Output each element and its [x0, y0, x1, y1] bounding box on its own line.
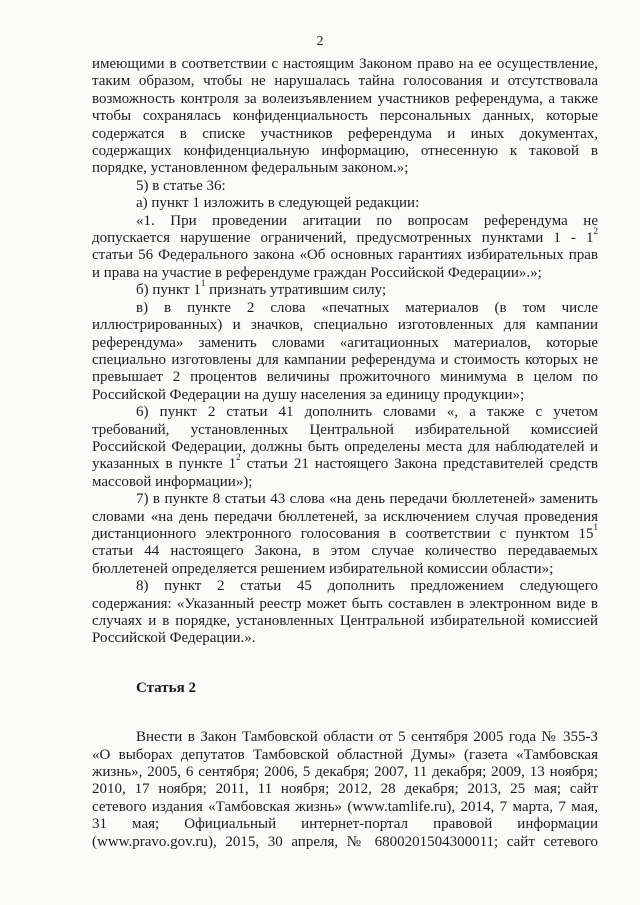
- text-line: жизнь», 2005, 6 сентября; 2006, 5 декабря; 2007, 11 декабря; 2009, 13 ноября;: [92, 764, 598, 781]
- text-line: сетевого издания «Тамбовская жизнь» (www.tamlife.ru), 2014, 7 марта, 7 мая,: [92, 798, 598, 815]
- superscript: 2: [593, 226, 598, 237]
- text-line: 8) пункт 2 статьи 45 дополнить предложением следующего: [136, 578, 598, 595]
- text-line: [92, 452, 599, 473]
- text-line: [92, 226, 598, 247]
- text-line: массовой информации»);: [92, 473, 253, 490]
- text-line: «О выборах депутатов Тамбовской областной Думы» (газета «Тамбовская: [92, 746, 598, 763]
- superscript: 2: [236, 452, 241, 463]
- item-6: [92, 404, 598, 491]
- text-line: таким образом, чтобы не нарушалась тайна голосования и отсутствовала: [92, 73, 598, 90]
- text-line: статьи 44 настоящего Закона, в этом случае количество передаваемых: [92, 543, 598, 560]
- text-fragment: признать утратившим силу;: [205, 282, 387, 299]
- text-line: Российской Федерации.».: [92, 630, 256, 647]
- text-line: требований, установленных Центральной избирательной комиссией: [92, 421, 598, 438]
- paragraph-continuation: [92, 56, 598, 178]
- text-line: превышает 2 процентов величины прожиточного минимума в целом по: [92, 369, 598, 386]
- text-line: чтобы сохранялась конфиденциальность персональных данных, которые: [92, 108, 598, 125]
- text-line: 2010, 17 ноября; 2011, 11 ноября; 2012, 28 декабря; 2013, 25 мая; сайт: [92, 781, 598, 798]
- text-fragment: указанных в пункте 1: [92, 456, 237, 473]
- text-line: содержания: «Указанный реестр может быть составлен в электронном виде в: [92, 595, 598, 612]
- text-fragment: допускается нарушение ограничений, предусмотренных пунктами 1 - 1: [92, 230, 594, 247]
- text-line: возможность контроля за волеизъявлением участников референдума, а также: [92, 90, 598, 107]
- text-line: [92, 521, 598, 543]
- item-8: [92, 578, 598, 648]
- item-5b: [92, 278, 598, 299]
- text-line: словами «на день передачи бюллетеней, за исключением случая проведения: [92, 508, 598, 525]
- text-line: в) в пункте 2 слова «печатных материалов (в том числе: [136, 299, 598, 316]
- document-body: [92, 56, 598, 851]
- text-line: бюллетеней определяется решением избирательной комиссии области»;: [92, 560, 554, 577]
- text-line: 31 мая; Официальный интернет-портал правовой информации: [92, 816, 598, 833]
- text-line: порядке, установленном федеральным законом.»;: [92, 160, 409, 177]
- item-5v: [92, 300, 598, 404]
- text-line: 6) пункт 2 статьи 41 дополнить словами «, а также с учетом: [136, 404, 598, 421]
- superscript: 1: [593, 521, 598, 532]
- text-line: содержатся в списке участников референдума и иных документах,: [92, 125, 598, 142]
- item-5a: а) пункт 1 изложить в следующей редакции:: [136, 195, 420, 212]
- superscript: 1: [200, 278, 206, 289]
- text-line: имеющими в соответствии с настоящим Законом право на ее осуществление,: [92, 56, 598, 72]
- quoted-clause-1: [92, 213, 598, 283]
- text-line: содержащих конфиденциальную информацию, отнесенную к таковой в: [92, 143, 598, 160]
- text-fragment: дистанционного электронного голосования в соответствии с пунктом 15: [92, 525, 594, 542]
- item-5: 5) в статье 36:: [136, 177, 226, 194]
- page-number: 2: [316, 34, 324, 49]
- article-heading: Статья 2: [136, 679, 196, 696]
- text-line: и права на участие в референдуме граждан Российской Федерации».»;: [92, 264, 542, 281]
- text-line: Российской Федерации на душу населения за единицу продукции»;: [92, 386, 525, 403]
- text-line: 7) в пункте 8 статьи 43 слова «на день передачи бюллетеней» заменить: [136, 491, 598, 508]
- text-line: иллюстрированных) и значков, специально изготовленных для кампании: [92, 317, 598, 334]
- text-line: специально изготовлены для кампании референдума и стоимость которых не: [92, 351, 598, 368]
- article-2-body: [92, 729, 598, 851]
- text-line: референдума» заменить словами «агитационных материалов, которые: [92, 334, 598, 351]
- text-line: Российской Федерации, должны быть определены места для наблюдателей и: [92, 438, 598, 455]
- item-7: [92, 491, 598, 578]
- text-line: Внести в Закон Тамбовской области от 5 сентября 2005 года № 355-З: [136, 729, 598, 746]
- text-line: (www.pravo.gov.ru), 2015, 30 апреля, № 6800201504300011; сайт сетевого: [92, 833, 598, 850]
- text-fragment: б) пункт 1: [136, 282, 201, 299]
- text-line: «1. При проведении агитации по вопросам референдума не: [136, 212, 598, 229]
- text-line: случаях и в порядке, установленных Центральной избирательной комиссией: [92, 613, 598, 629]
- text-fragment: статьи 21 настоящего Закона представителей средств: [240, 456, 599, 473]
- text-line: статьи 56 Федерального закона «Об основных гарантиях избирательных прав: [92, 247, 598, 264]
